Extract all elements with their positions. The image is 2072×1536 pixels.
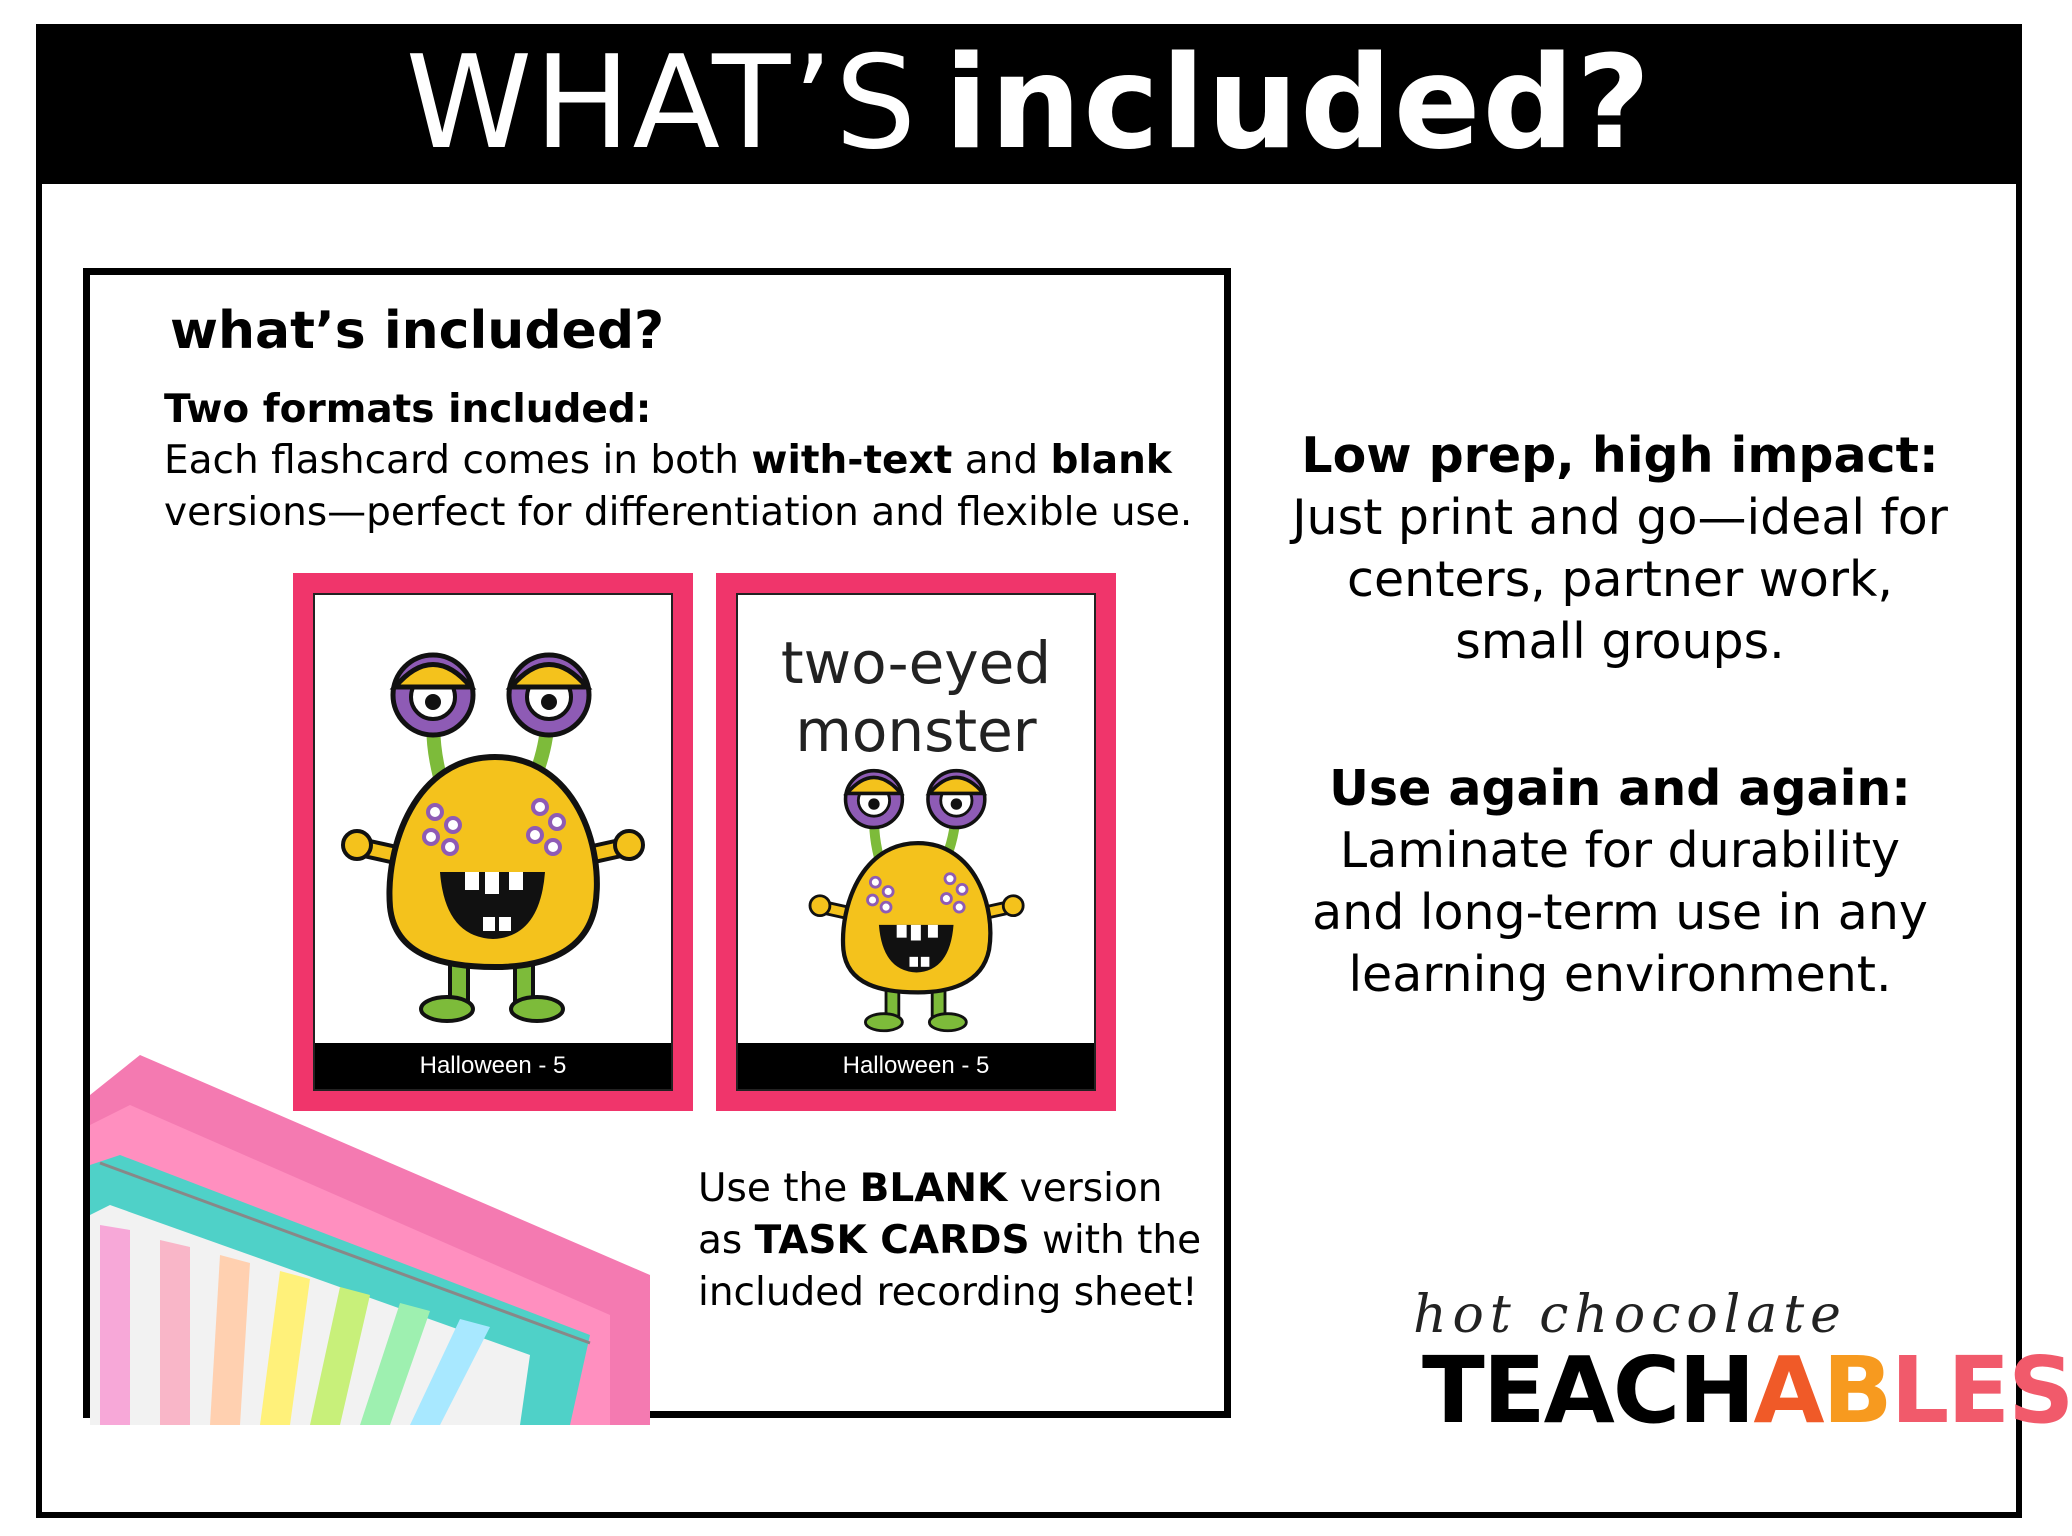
task-note-text: with the included recording sheet! <box>698 1218 1202 1315</box>
formats-text: and <box>952 438 1051 483</box>
logo-script-text: hot chocolate <box>1413 1285 1847 1345</box>
logo-part: A <box>1753 1337 1823 1444</box>
banner-title-light: WHAT’S <box>405 29 919 178</box>
formats-body <box>164 435 1224 539</box>
banner-title-bold: included? <box>944 29 1653 178</box>
task-note-text: Use the <box>698 1166 860 1211</box>
task-cards-note <box>698 1163 1218 1319</box>
task-note-bold-blank: BLANK <box>859 1166 1008 1211</box>
flashcard-face <box>313 593 673 1091</box>
feature-reuse <box>1290 758 1950 1006</box>
logo-part: TEACH <box>1422 1337 1754 1444</box>
feature-heading: Low prep, high impact: <box>1301 427 1939 484</box>
formats-heading: Two formats included: <box>164 387 652 432</box>
monster-illustration <box>335 647 655 1027</box>
task-note-text: version as <box>698 1166 1163 1263</box>
flashcard-face <box>736 593 1096 1091</box>
flashcard-word <box>738 629 1094 765</box>
flashcard-footer: Halloween - 5 <box>738 1043 1094 1089</box>
feature-body: Laminate for durability and long-term use in any learning environment. <box>1312 822 1928 1003</box>
banner-title <box>405 29 1653 178</box>
formats-text: versions—perfect for differentiation and flexible use. <box>164 490 1193 535</box>
flashcard-word-line: two-eyed <box>780 629 1052 697</box>
preview-heading: what’s included? <box>170 301 665 361</box>
logo-part: B <box>1822 1337 1891 1444</box>
flashcard-word-line: monster <box>795 697 1037 765</box>
flashcard-with-text <box>716 573 1116 1111</box>
product-preview <box>83 268 1231 1418</box>
notebook-supplies-image <box>90 1055 650 1425</box>
feature-low-prep <box>1290 425 1950 673</box>
monster-illustration <box>798 765 1038 1035</box>
logo-part: LES <box>1890 1337 2072 1444</box>
flashcard-footer: Halloween - 5 <box>315 1043 671 1089</box>
title-banner <box>36 24 2022 184</box>
formats-text: Each flashcard comes in both <box>164 438 752 483</box>
feature-heading: Use again and again: <box>1329 760 1911 817</box>
flashcard-blank <box>293 573 693 1111</box>
feature-body: Just print and go—ideal for centers, partner work, small groups. <box>1292 489 1948 670</box>
formats-bold-blank: blank <box>1050 438 1172 483</box>
formats-bold-with-text: with-text <box>751 438 953 483</box>
task-note-bold-task-cards: TASK CARDS <box>754 1218 1030 1263</box>
logo-wordmark <box>1422 1337 2072 1444</box>
